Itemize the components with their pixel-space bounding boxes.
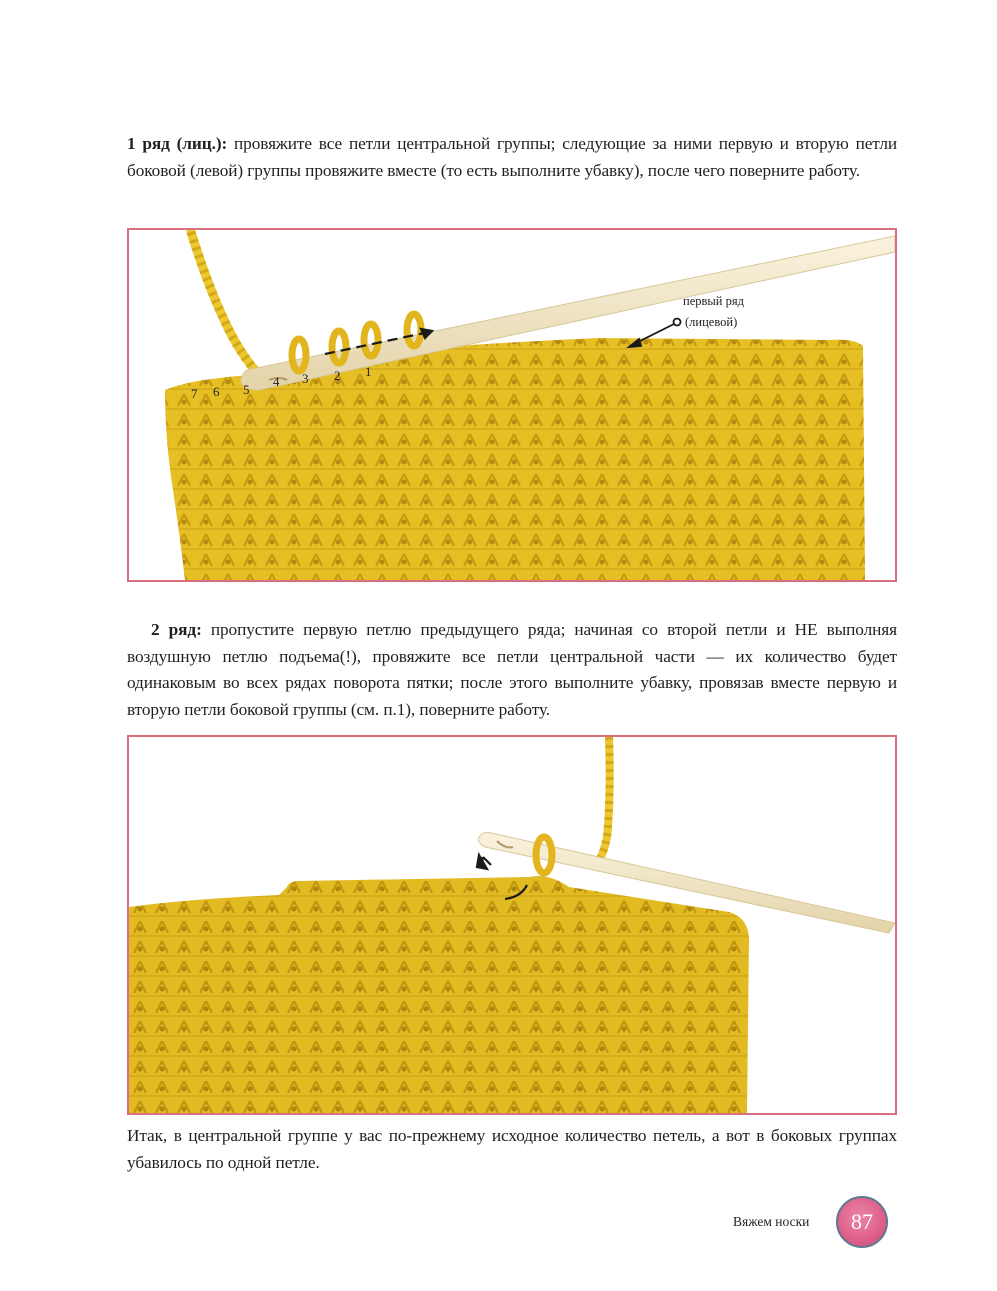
- row2-lead: 2 ряд:: [151, 620, 202, 639]
- stitch-number-5: 5: [243, 382, 250, 397]
- callout-face-side: (лицевой): [685, 315, 738, 329]
- row1-instruction: [127, 131, 897, 184]
- page-number-badge: [836, 1196, 888, 1248]
- row1-text: провяжите все петли центральной группы; следующие за ними первую и вторую петли боковой (левой) группы провяжите вместе (то есть выполните убавку), после чего поверните работу.: [127, 134, 897, 180]
- crochet-fabric: [129, 876, 749, 1113]
- stitch-number-2: 2: [334, 368, 341, 383]
- book-title: Вяжем носки: [733, 1214, 810, 1229]
- callout-first-row: первый ряд: [683, 294, 744, 308]
- row2-instruction: [127, 617, 897, 723]
- figure-row2-illustration: [129, 737, 895, 1113]
- row2-text: пропустите первую петлю предыдущего ряда; начиная со второй петли и НЕ выполняя воздушную петлю подъема(!), провяжите все петли центральной части — их количество будет одинаковым во всех рядах поворота пятки; после этого выполните убавку, провязав вместе первую и вторую петли боковой группы (см. п.1), поверните работу.: [127, 620, 897, 719]
- row1-lead: 1 ряд (лиц.):: [127, 134, 228, 153]
- figure-row1-photo: [127, 228, 897, 582]
- stitch-number-4: 4: [273, 374, 280, 389]
- conclusion-text: Итак, в центральной группе у вас по-прежнему исходное количество петель, а вот в боковых группах убавилось по одной петле.: [127, 1126, 897, 1172]
- stitch-number-3: 3: [302, 371, 309, 386]
- page-number: 87: [851, 1209, 873, 1234]
- stitch-number-1: 1: [365, 364, 372, 379]
- stitch-number-7: 7: [191, 386, 198, 401]
- figure-row1-illustration: [129, 230, 895, 580]
- figure-row2-photo: [127, 735, 897, 1115]
- stitch-number-6: 6: [213, 384, 220, 399]
